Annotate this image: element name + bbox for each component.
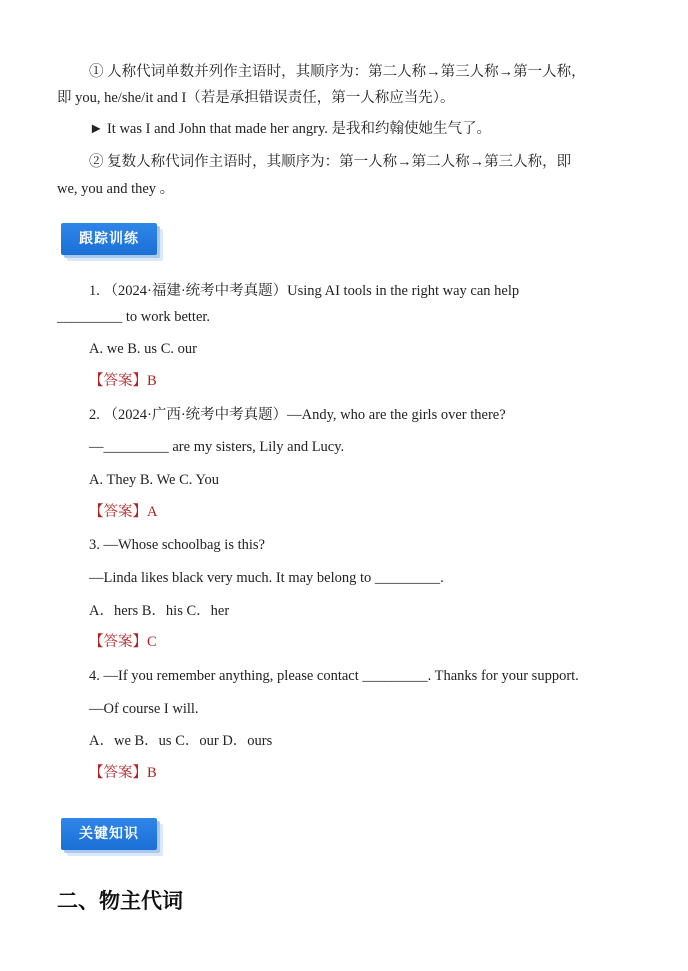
- question-4-options: A．we B．us C．our D．ours: [89, 733, 273, 749]
- question-1-options: A. we B. us C. our: [89, 341, 197, 357]
- question-4-answer: 【答案】B: [89, 765, 157, 781]
- question-1-blank-line: _________ to work better.: [57, 309, 211, 325]
- rule2-line2: we, you and they 。: [57, 181, 175, 197]
- question-3-answer: 【答案】C: [89, 634, 157, 650]
- practice-banner-label: 跟踪训练: [79, 231, 139, 247]
- practice-banner: [61, 223, 157, 255]
- question-3-stem: 3. —Whose schoolbag is this?: [89, 537, 265, 553]
- question-2-answer: 【答案】A: [89, 504, 158, 520]
- knowledge-banner-label: 关键知识: [79, 826, 139, 842]
- question-4-stem: 4. —If you remember anything, please contact _________. Thanks for your support.: [89, 668, 579, 684]
- question-2-stem: 2. （2024·广西·统考中考真题）—Andy, who are the girls over there?: [89, 407, 506, 423]
- question-1-stem: 1. （2024·福建·统考中考真题）Using AI tools in the right way can help: [89, 283, 520, 299]
- question-1-answer: 【答案】B: [89, 373, 157, 389]
- rule2-line1: ② 复数人称代词作主语时，其顺序为：第一人称→第二人称→第三人称，即: [89, 154, 572, 170]
- section-heading: 二、物主代词: [57, 889, 183, 913]
- question-3-options: A．hers B．his C．her: [89, 603, 230, 619]
- question-3-reply: —Linda likes black very much. It may belong to _________.: [89, 570, 444, 586]
- knowledge-banner: [61, 818, 157, 850]
- rule1-line1: ① 人称代词单数并列作主语时，其顺序为：第二人称→第三人称→第一人称，: [89, 64, 586, 80]
- example-sentence: ► It was I and John that made her angry. 是我和约翰使她生气了。: [89, 121, 492, 137]
- question-4-reply: —Of course I will.: [89, 701, 199, 717]
- question-2-options: A. They B. We C. You: [89, 472, 220, 488]
- question-2-reply: —_________ are my sisters, Lily and Lucy.: [89, 439, 345, 455]
- rule1-line2: 即 you, he/she/it and I（若是承担错误责任，第一人称应当先）。: [57, 90, 455, 106]
